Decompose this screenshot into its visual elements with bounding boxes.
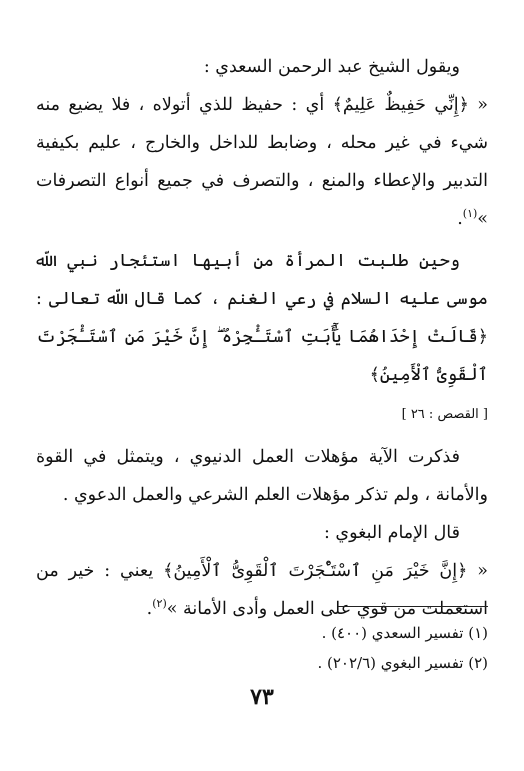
intro-saadi-text: ويقول الشيخ عبد الرحمن السعدي : <box>203 57 460 77</box>
paragraph-baghawi-quote <box>36 552 488 628</box>
paragraph-qualifications <box>36 438 488 514</box>
qualifications-text: فذكرت الآية مؤهلات العمل الدنيوي ، ويتمثل في القوة والأمانة ، ولم تذكر مؤهلات العلم الشرعي والعمل الدعوي . <box>36 447 488 505</box>
paragraph-saadi-quote <box>36 86 488 238</box>
saadi-quote-text: « ﴿إِنِّي حَفِيظٌ عَلِيمٌ﴾ أي : حفيظ للذي أتولاه ، فلا يضيع منه شيء في غير محله ، وضابط للداخل والخارج ، عليم بكيفية التدبير والإعطاء والمنع ، والتصرف في جميع أنواع التصرفات » <box>36 95 488 229</box>
footnote-2: (٢) تفسير البغوي (٢٠٢/٦) . <box>317 654 488 672</box>
saadi-quote-end: . <box>457 209 463 229</box>
paragraph-intro-saadi <box>36 48 488 86</box>
page-number: ٧٣ <box>250 684 274 710</box>
footnote-marker-1: (١) <box>462 207 478 221</box>
musa-story-text: وحين طلبت المرأة من أبيها استئجار نبي اللّه موسى عليه السلام في رعي الغنم ، كما قال اللّه تعالى : ﴿قَالَتْ إِحْدَاهُمَا يَٰٓأَبَتِ ٱسْتَـْٔجِرْهُ ۖ إِنَّ خَيْرَ مَنِ ٱسْتَـْٔجَرْتَ ٱلْقَوِىُّ ٱلْأَمِينُ﴾ <box>36 251 488 385</box>
baghawi-quote-text: « ﴿إِنَّ خَيْرَ مَنِ ٱسْتَـْٔجَرْتَ ٱلْقَوِىُّ ٱلْأَمِينُ﴾ يعني : خير من استعملت من قوي على العمل وأدى الأمانة » <box>36 561 488 619</box>
intro-baghawi-text: قال الإمام البغوي : <box>323 523 460 543</box>
footnote-divider <box>338 606 488 607</box>
baghawi-quote-end: . <box>146 599 153 619</box>
footnote-marker-2: (٢) <box>152 597 167 611</box>
paragraph-intro-baghawi <box>36 514 488 552</box>
footnotes <box>36 618 488 678</box>
page-body <box>36 48 488 628</box>
footnote-1: (١) تفسير السعدي (٤٠٠) . <box>321 624 488 642</box>
verse-reference: [ القصص : ٢٦ ] <box>401 407 488 422</box>
paragraph-musa-story <box>36 242 488 434</box>
